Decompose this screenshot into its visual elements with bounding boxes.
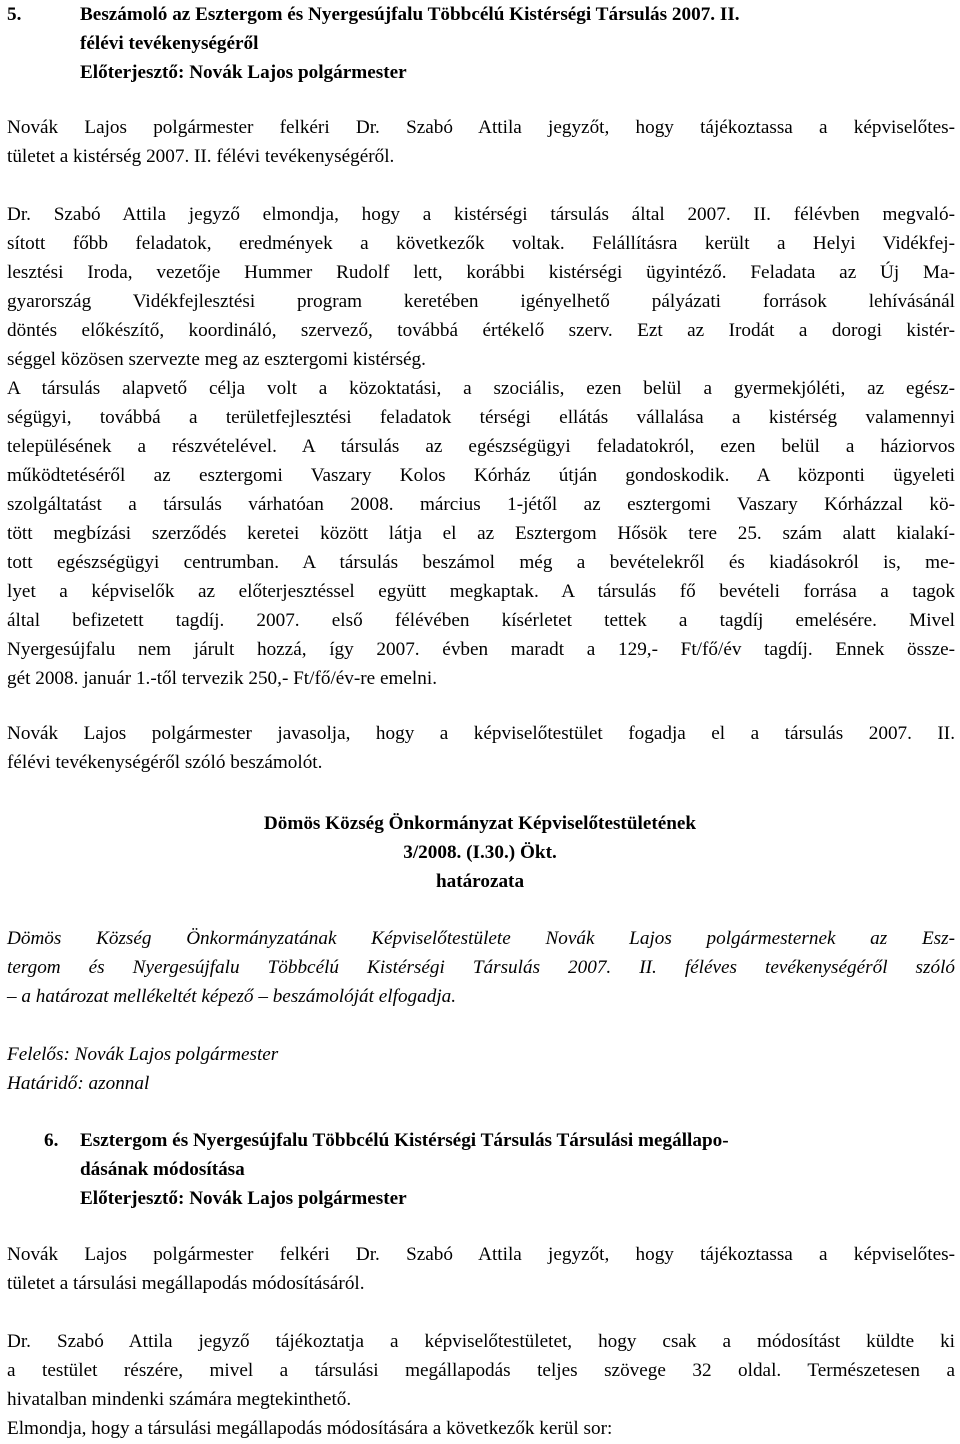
text-line: Elmondja, hogy a társulási megállapodás módosítására a következők kerül sor: — [7, 1418, 613, 1439]
section-6-intro — [7, 1240, 955, 1298]
text-line: Dömös Község Önkormányzatának Képviselőtestülete Novák Lajos polgármesternek az Esz- — [7, 928, 955, 949]
text-line: gét 2008. január 1.-től tervezik 250,- Ft/fő/év-re emelni. — [7, 668, 437, 689]
text-line: séggel közösen szervezte meg az esztergomi kistérség. — [7, 349, 426, 370]
section-5-number: 5. — [7, 4, 22, 25]
section-6-number: 6. — [44, 1130, 59, 1151]
text-line: tergom és Nyergesújfalu Többcélú Kistérségi Társulás 2007. II. féléves tevékenységéről szóló — [7, 957, 955, 978]
resolution-number: 3/2008. (I.30.) Ökt. — [403, 842, 557, 863]
section-6-presenter: Előterjesztő: Novák Lajos polgármester — [80, 1188, 407, 1209]
text-line: Novák Lajos polgármester felkéri Dr. Szabó Attila jegyzőt, hogy tájékoztassa a képviselőtes- — [7, 1244, 955, 1265]
text-line: által befizetett tagdíj. 2007. első félévében kísérletet tettek a tagdíj emelésére. Mivel — [7, 610, 955, 631]
resolution-text — [7, 924, 955, 1011]
text-line: szolgáltatást a társulás várhatóan 2008. március 1-jétől az esztergomi Vaszary Kórházzal kö- — [7, 494, 955, 515]
text-line: lyet a képviselők az előterjesztéssel együtt megkaptak. A társulás fő bevételi forrása a tagok — [7, 581, 955, 602]
section-5-title — [80, 0, 740, 87]
text-line: Dr. Szabó Attila jegyző tájékoztatja a képviselőtestületet, hogy csak a módosítást küldte ki — [7, 1331, 955, 1352]
text-line: Dr. Szabó Attila jegyző elmondja, hogy a kistérségi társulás által 2007. II. félévben megvaló- — [7, 204, 955, 225]
text-line: gyarország Vidékfejlesztési program keretében igényelhető pályázati források lehívásánál — [7, 291, 955, 312]
section-6-report — [7, 1327, 955, 1443]
deadline: Határidő: azonnal — [7, 1073, 150, 1094]
text-line: Novák Lajos polgármester javasolja, hogy a képviselőtestület fogadja el a társulás 2007. II. — [7, 723, 955, 744]
text-line: tületet a kistérség 2007. II. félévi tevékenységéről. — [7, 146, 395, 167]
section-6-title — [80, 1126, 729, 1213]
section-6-title-line: dásának módosítása — [80, 1159, 245, 1180]
section-5-proposal — [7, 719, 955, 777]
section-5-presenter: Előterjesztő: Novák Lajos polgármester — [80, 62, 407, 83]
text-line: sított főbb feladatok, eredmények a következők voltak. Felállításra került a Helyi Vidékfej- — [7, 233, 955, 254]
text-line: félévi tevékenységéről szóló beszámolót. — [7, 752, 323, 773]
text-line: A társulás alapvető célja volt a közoktatási, a szociális, ezen belül a gyermekjóléti, az egész- — [7, 378, 955, 399]
resolution-label: határozata — [435, 871, 525, 892]
section-5-title-line: Beszámoló az Esztergom és Nyergesújfalu Többcélú Kistérségi Társulás 2007. II. — [80, 4, 740, 25]
text-line: – a határozat mellékeltét képező – beszámolóját elfogadja. — [7, 986, 457, 1007]
section-5-report — [7, 200, 955, 693]
text-line: tott egészségügyi centrumban. A társulás beszámol még a bevételekről és kiadásokról is, me- — [7, 552, 955, 573]
section-5-title-line: félévi tevékenységéről — [80, 33, 259, 54]
text-line: Nyergesújfalu nem járult hozzá, így 2007. évben maradt a 129,- Ft/fő/év tagdíj. Ennek össze- — [7, 639, 955, 660]
text-line: működtetéséről az esztergomi Vaszary Kolos Kórház útján gondoskodik. A központi ügyeleti — [7, 465, 955, 486]
text-line: hivatalban mindenki számára megtekinthető. — [7, 1389, 352, 1410]
section-6-title-line: Esztergom és Nyergesújfalu Többcélú Kistérségi Társulás Társulási megállapo- — [80, 1130, 729, 1151]
resolution-title: Dömös Község Önkormányzat Képviselőtestületének — [263, 813, 697, 834]
text-line: településének a részvételével. A társulás az egészségügyi feladatokról, ezen belül a háziorvos — [7, 436, 955, 457]
text-line: döntés előkészítő, koordináló, szervező, továbbá értékelő szerv. Ezt az Irodát a dorogi kistér- — [7, 320, 955, 341]
section-5-intro — [7, 113, 955, 171]
text-line: lesztési Iroda, vezetője Hummer Rudolf lett, korábbi kistérségi ügyintéző. Feladata az Új Ma- — [7, 262, 955, 283]
text-line: tött megbízási szerződés keretei között látja el az Esztergom Hősök tere 25. szám alatt kialakí- — [7, 523, 955, 544]
responsible-person: Felelős: Novák Lajos polgármester — [7, 1044, 279, 1065]
text-line: Novák Lajos polgármester felkéri Dr. Szabó Attila jegyzőt, hogy tájékoztassa a képviselőtes- — [7, 117, 955, 138]
text-line: a testület részére, mivel a társulási megállapodás teljes szövege 32 oldal. Természetesen a — [7, 1360, 955, 1381]
text-line: tületet a társulási megállapodás módosításáról. — [7, 1273, 365, 1294]
text-line: ségügyi, továbbá a területfejlesztési feladatok térségi ellátás vállalása a kistérség valamennyi — [7, 407, 955, 428]
